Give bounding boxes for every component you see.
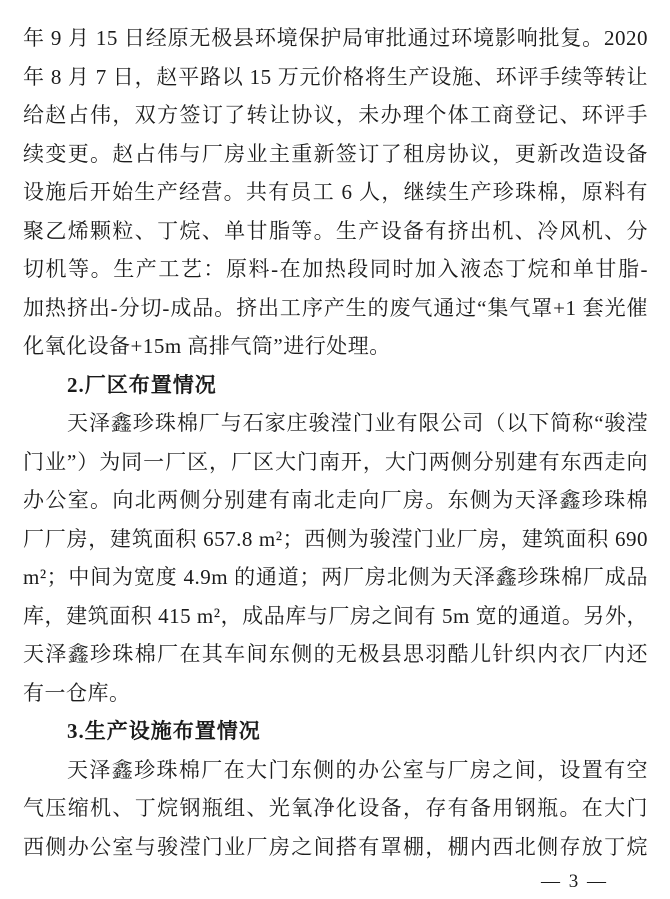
text-line: 办公室。向北两侧分别建有南北走向厂房。东侧为天泽鑫珍珠棉 (23, 488, 648, 512)
text-line: 西侧办公室与骏滢门业厂房之间搭有罩棚，棚内西北侧存放丁烷 (23, 834, 648, 859)
text-line: 天泽鑫珍珠棉厂与石家庄骏滢门业有限公司（以下简称“骏滢 (67, 411, 648, 435)
text-line: 库，建筑面积 415 m²，成品库与厂房之间有 5m 宽的通道。另外， (23, 603, 648, 628)
text-line: 聚乙烯颗粒、丁烷、单甘脂等。生产设备有挤出机、冷风机、分 (23, 218, 648, 243)
text-line: 切机等。生产工艺：原料-在加热段同时加入液态丁烷和单甘脂- (23, 257, 648, 281)
text-line: 厂厂房，建筑面积 657.8 m²；西侧为骏滢门业厂房，建筑面积 690 (23, 526, 648, 551)
text-line: 天泽鑫珍珠棉厂在大门东侧的办公室与厂房之间，设置有空 (67, 757, 648, 782)
text-line: 给赵占伟，双方签订了转让协议，未办理个体工商登记、环评手 (23, 103, 648, 127)
text-line: 门业”）为同一厂区，厂区大门南开，大门两侧分别建有东西走向 (23, 449, 648, 474)
text-line: 气压缩机、丁烷钢瓶组、光氧净化设备，存有备用钢瓶。在大门 (23, 796, 648, 820)
text-line: 天泽鑫珍珠棉厂在其车间东侧的无极县思羽酷儿针织内衣厂内还 (23, 642, 648, 666)
text-line: 年 9 月 15 日经原无极县环境保护局审批通过环境影响批复。2020 (23, 26, 648, 50)
document-body (23, 19, 648, 866)
text-line: m²；中间为宽度 4.9m 的通道；两厂房北侧为天泽鑫珍珠棉厂成品 (23, 565, 648, 589)
text-line: 有一仓库。 (23, 680, 131, 705)
text-line: 设施后开始生产经营。共有员工 6 人，继续生产珍珠棉，原料有 (23, 180, 648, 204)
text-line: 续变更。赵占伟与厂房业主重新签订了租房协议，更新改造设备 (23, 141, 648, 166)
page-number: — 3 — (541, 871, 608, 892)
text-line: 年 8 月 7 日，赵平路以 15 万元价格将生产设施、环评手续等转让 (23, 64, 648, 89)
section-heading: 3.生产设施布置情况 (67, 719, 261, 743)
text-line: 化氧化设备+15m 高排气筒”进行处理。 (23, 334, 391, 358)
section-heading: 2.厂区布置情况 (67, 372, 217, 397)
text-line: 加热挤出-分切-成品。挤出工序产生的废气通过“集气罩+1 套光催 (23, 295, 648, 320)
